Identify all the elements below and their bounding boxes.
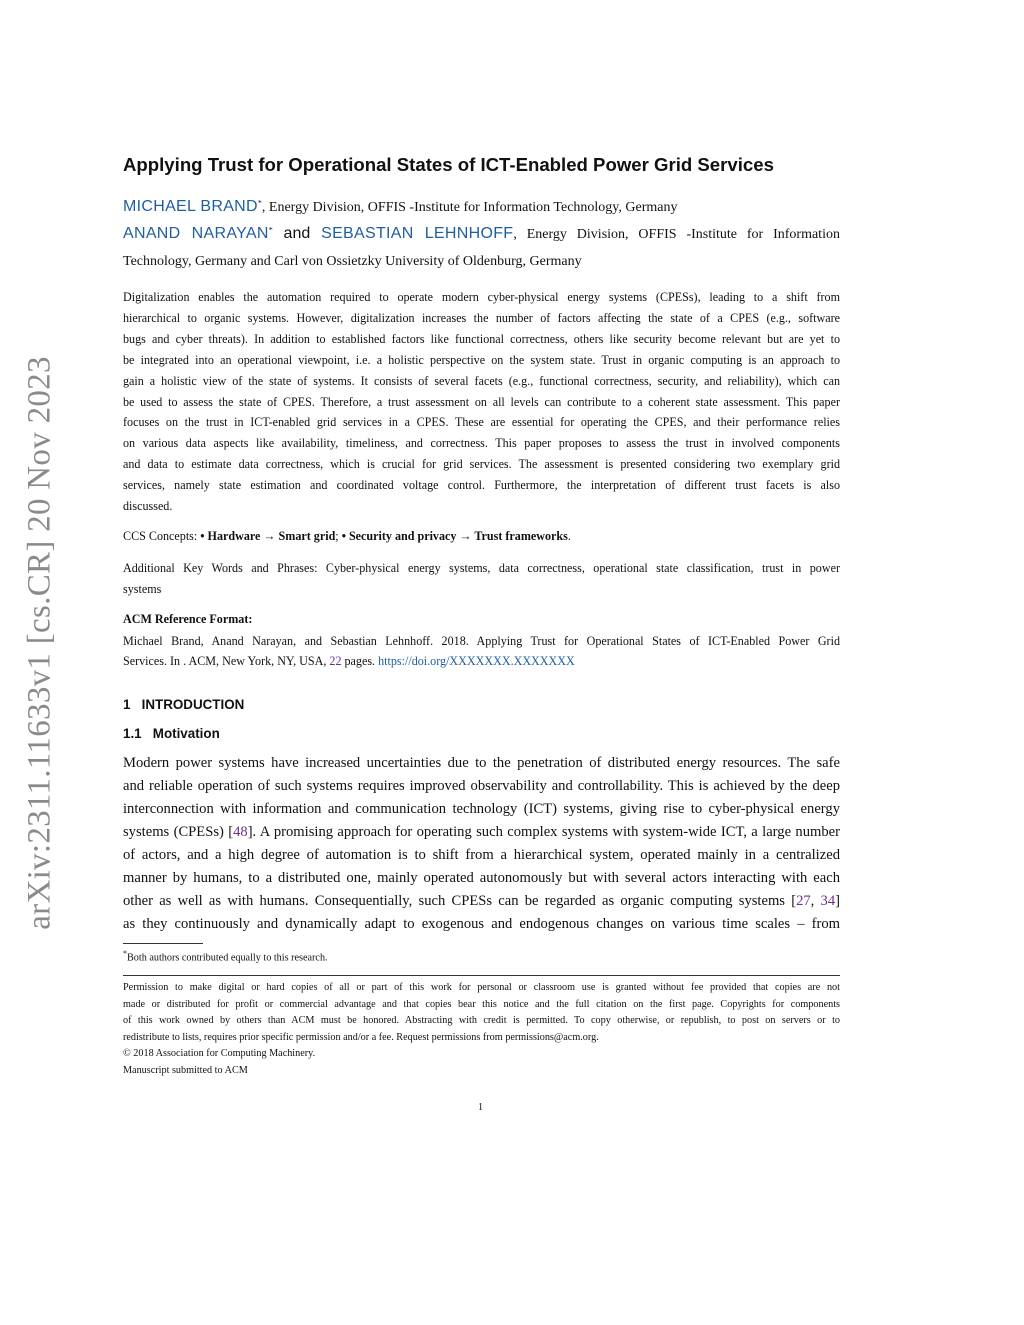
ccs-sep: ;: [335, 529, 342, 543]
author-name[interactable]: ANAND NARAYAN: [123, 225, 269, 242]
author-name[interactable]: MICHAEL BRAND: [123, 198, 258, 215]
body-text: ]. A promising approach for operating such complex systems with system-wide ICT, a large number: [247, 824, 840, 840]
footnote: [123, 949, 328, 963]
body-text: ,: [810, 893, 821, 909]
page-number: 1: [478, 1102, 484, 1113]
body-line: interconnection with information and communication technology (ICT) systems, giving rise to cyber-physical energy: [123, 801, 840, 817]
abstract-line: on various data aspects like availability, timeliness, and correctness. This paper proposes to assess the trust in involved components: [123, 436, 840, 451]
body-text: systems (CPESs) [: [123, 824, 234, 840]
body-text: ]: [835, 893, 840, 909]
keywords-line: Additional Key Words and Phrases: Cyber-physical energy systems, data correctness, operational state classification, trust in power: [123, 561, 840, 575]
arxiv-stamp: arXiv:2311.11633v1 [cs.CR] 20 Nov 2023: [21, 356, 58, 930]
ccs-concept: • Hardware → Smart grid: [200, 529, 336, 543]
permission-line: Permission to make digital or hard copies of all or part of this work for personal or classroom use is granted without fee provided that copies are not: [123, 982, 840, 993]
ccs-label: CCS Concepts:: [123, 529, 201, 543]
subsection-title: Motivation: [152, 726, 220, 741]
affiliation-cont: Technology, Germany and Carl von Ossietzky University of Oldenburg, Germany: [123, 254, 582, 269]
copyright: © 2018 Association for Computing Machinery.: [123, 1048, 316, 1059]
acm-ref-line: Michael Brand, Anand Narayan, and Sebastian Lehnhoff. 2018. Applying Trust for Operational States of ICT-Enabled Power Grid: [123, 634, 840, 648]
acm-ref-heading: ACM Reference Format:: [123, 612, 253, 626]
abstract-line: hierarchical to organic systems. However, digitalization increases the number of factors affecting the state of a CPES (e.g., software: [123, 310, 840, 325]
subsection-heading: [123, 726, 220, 741]
page-count-link[interactable]: 22: [329, 654, 342, 668]
citation-link[interactable]: 34: [820, 893, 836, 909]
footnote-mark: *: [257, 198, 262, 208]
body-line: manner by humans, to a distributed one, mainly operated autonomously but with several actors interacting with each: [123, 870, 840, 886]
manuscript-note: Manuscript submitted to ACM: [123, 1065, 248, 1076]
acm-ref-text: Services. In . ACM, New York, NY, USA,: [123, 654, 330, 668]
author-name[interactable]: SEBASTIAN LEHNHOFF: [321, 225, 514, 242]
permission-rule: [123, 975, 840, 976]
ccs-concepts: [123, 529, 571, 544]
body-text: other as well as with humans. Consequentially, such CPESs can be regarded as organic computing systems [: [123, 893, 797, 909]
section-heading: [123, 697, 244, 712]
ccs-end: .: [567, 529, 571, 543]
acm-ref-text: pages.: [341, 654, 379, 668]
keywords-line: systems: [123, 582, 162, 596]
body-line: of actors, and a high degree of automation is to shift from a hierarchical system, operated mainly in a centralized: [123, 847, 840, 863]
affiliation: , Energy Division, OFFIS -Institute for Information: [513, 227, 840, 242]
permission-line: made or distributed for profit or commercial advantage and that copies bear this notice and the full citation on the first page. Copyrights for components: [123, 998, 840, 1010]
abstract-line: services, namely state estimation and coordinated voltage control. Furthermore, the interpretation of different trust facets is also: [123, 478, 840, 493]
and-text: and: [272, 225, 322, 242]
ccs-concept: • Security and privacy → Trust frameworks: [341, 529, 568, 543]
author-line-2: [123, 225, 840, 243]
footnote-mark: *: [123, 949, 127, 958]
permission-line: redistribute to lists, requires prior specific permission and/or a fee. Request permissions from permissions@acm.org.: [123, 1032, 599, 1044]
citation-link[interactable]: 27: [796, 893, 811, 909]
abstract-line: Digitalization enables the automation required to operate modern cyber-physical energy systems (CPESs), leading to a shift from: [123, 290, 840, 304]
abstract-line: be integrated into an operational viewpoint, i.e. a holistic perspective on the system state. Trust in organic computing is an approach to: [123, 352, 840, 367]
body-line: [123, 823, 840, 841]
body-line: as they continuously and dynamically adapt to exogenous and endogenous changes on various time scales – from: [123, 916, 840, 932]
body-line: Modern power systems have increased uncertainties due to the penetration of distributed energy resources. The safe: [123, 755, 840, 771]
footnote-rule: [123, 943, 203, 944]
footnote-mark: *: [268, 225, 273, 235]
abstract-line: and data to estimate data correctness, which is crucial for grid services. The assessment is presented considering two exemplary grid: [123, 457, 840, 472]
footnote-text: Both authors contributed equally to this research.: [127, 952, 328, 964]
body-line: [123, 892, 840, 910]
section-title: INTRODUCTION: [141, 697, 245, 712]
abstract-line: bugs and cyber threats). In addition to established factors like functional correctness, others like security become relevant but are yet to: [123, 331, 840, 346]
citation-link[interactable]: 48: [233, 824, 248, 840]
abstract-line: focuses on the trust in ICT-enabled grid services in a CPES. These are essential for operating the CPES, and their performance relies: [123, 415, 840, 430]
section-number: 1: [123, 697, 131, 712]
author-line-1: [123, 198, 840, 216]
affiliation: , Energy Division, OFFIS -Institute for Information Technology, Germany: [261, 200, 678, 215]
body-line: and reliable operation of such systems requires improved observability and controllability. This is achieved by the deep: [123, 778, 840, 794]
abstract-line: gain a holistic view of the state of systems. It consists of several facets (e.g., functional correctness, security, and reliability), which can: [123, 373, 840, 388]
abstract-line: be used to assess the state of CPES. Therefore, a trust assessment on all levels can contribute to a coherent state assessment. This paper: [123, 394, 840, 409]
acm-ref-line: [123, 654, 575, 669]
paper-title: Applying Trust for Operational States of ICT-Enabled Power Grid Services: [123, 154, 774, 175]
permission-line: of this work owned by others than ACM must be honored. Abstracting with credit is permitted. To copy otherwise, or republish, to post on servers or to: [123, 1015, 840, 1027]
subsection-number: 1.1: [123, 726, 142, 741]
doi-link[interactable]: https://doi.org/XXXXXXX.XXXXXXX: [378, 654, 575, 668]
abstract-line: discussed.: [123, 499, 173, 513]
